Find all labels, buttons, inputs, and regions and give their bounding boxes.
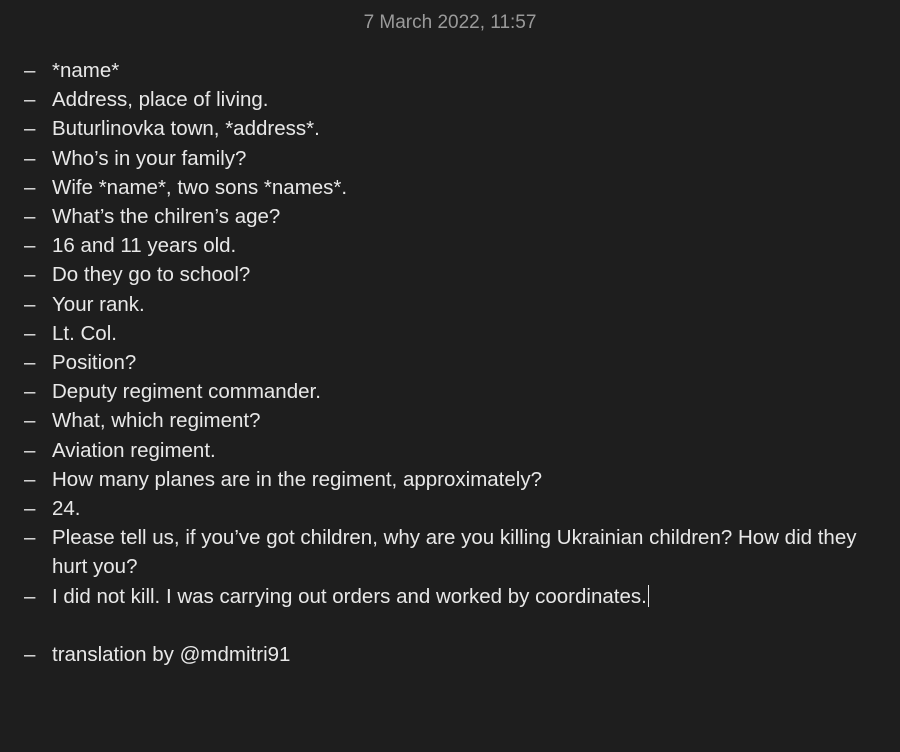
note-editor[interactable] — [24, 56, 884, 669]
dash-bullet: – — [24, 88, 36, 112]
note-line-text: Please tell us, if you’ve got children, why are you killing Ukrainian children? How did they hurt you? — [52, 526, 857, 579]
note-line-text: Address, place of living. — [52, 88, 269, 112]
dash-bullet: – — [24, 117, 36, 141]
dash-bullet: – — [24, 292, 36, 316]
note-line-text: Deputy regiment commander. — [52, 380, 321, 404]
dash-bullet: – — [24, 380, 36, 404]
dash-bullet: – — [24, 584, 36, 608]
dash-bullet: – — [24, 526, 36, 550]
note-line — [24, 582, 884, 611]
note-line-text: Position? — [52, 351, 137, 375]
note-line — [24, 85, 884, 114]
note-line-text: I did not kill. I was carrying out orders and worked by coordinates. — [52, 584, 647, 608]
note-line — [24, 465, 884, 494]
note-line-text: Your rank. — [52, 292, 145, 316]
note-line — [24, 319, 884, 348]
note-line-text: 24. — [52, 497, 81, 521]
note-line — [24, 290, 884, 319]
note-line — [24, 260, 884, 289]
note-line — [24, 494, 884, 523]
note-line-text: *name* — [52, 59, 120, 82]
dash-bullet: – — [24, 321, 36, 345]
dash-bullet: – — [24, 438, 36, 462]
dash-bullet: – — [24, 351, 36, 375]
note-line — [24, 523, 884, 581]
note-line — [24, 144, 884, 173]
dash-bullet: – — [24, 146, 36, 170]
note-line — [24, 202, 884, 231]
translation-credit: translation by @mdmitri91 — [52, 643, 291, 667]
dash-bullet: – — [24, 234, 36, 258]
note-line — [24, 406, 884, 435]
note-line-text: Who’s in your family? — [52, 146, 247, 170]
note-timestamp: 7 March 2022, 11:57 — [363, 12, 537, 33]
note-line-text: What’s the chilren’s age? — [52, 205, 281, 229]
dash-bullet: – — [24, 205, 36, 229]
note-line — [24, 173, 884, 202]
note-line — [24, 348, 884, 377]
note-line-text: How many planes are in the regiment, approximately? — [52, 467, 542, 491]
dash-bullet: – — [24, 643, 36, 667]
dash-bullet: – — [24, 409, 36, 433]
note-line-text: Buturlinovka town, *address*. — [52, 117, 320, 141]
dash-bullet: – — [24, 59, 36, 82]
note-line — [24, 640, 884, 669]
dash-bullet: – — [24, 497, 36, 521]
text-caret — [648, 585, 650, 607]
note-line — [24, 377, 884, 406]
note-line-text-with-caret — [52, 582, 884, 611]
dash-bullet: – — [24, 175, 36, 199]
note-line — [24, 436, 884, 465]
note-line-text: Wife *name*, two sons *names*. — [52, 175, 348, 199]
note-line — [24, 231, 884, 260]
note-line-text: Do they go to school? — [52, 263, 251, 287]
note-line — [24, 114, 884, 143]
blank-line — [24, 611, 884, 640]
note-line — [24, 56, 884, 85]
dash-bullet: – — [24, 263, 36, 287]
dash-bullet: – — [24, 467, 36, 491]
note-line-text: 16 and 11 years old. — [52, 234, 237, 258]
note-line-text: What, which regiment? — [52, 409, 261, 433]
note-line-text: Aviation regiment. — [52, 438, 216, 462]
note-line-text: Lt. Col. — [52, 321, 117, 345]
